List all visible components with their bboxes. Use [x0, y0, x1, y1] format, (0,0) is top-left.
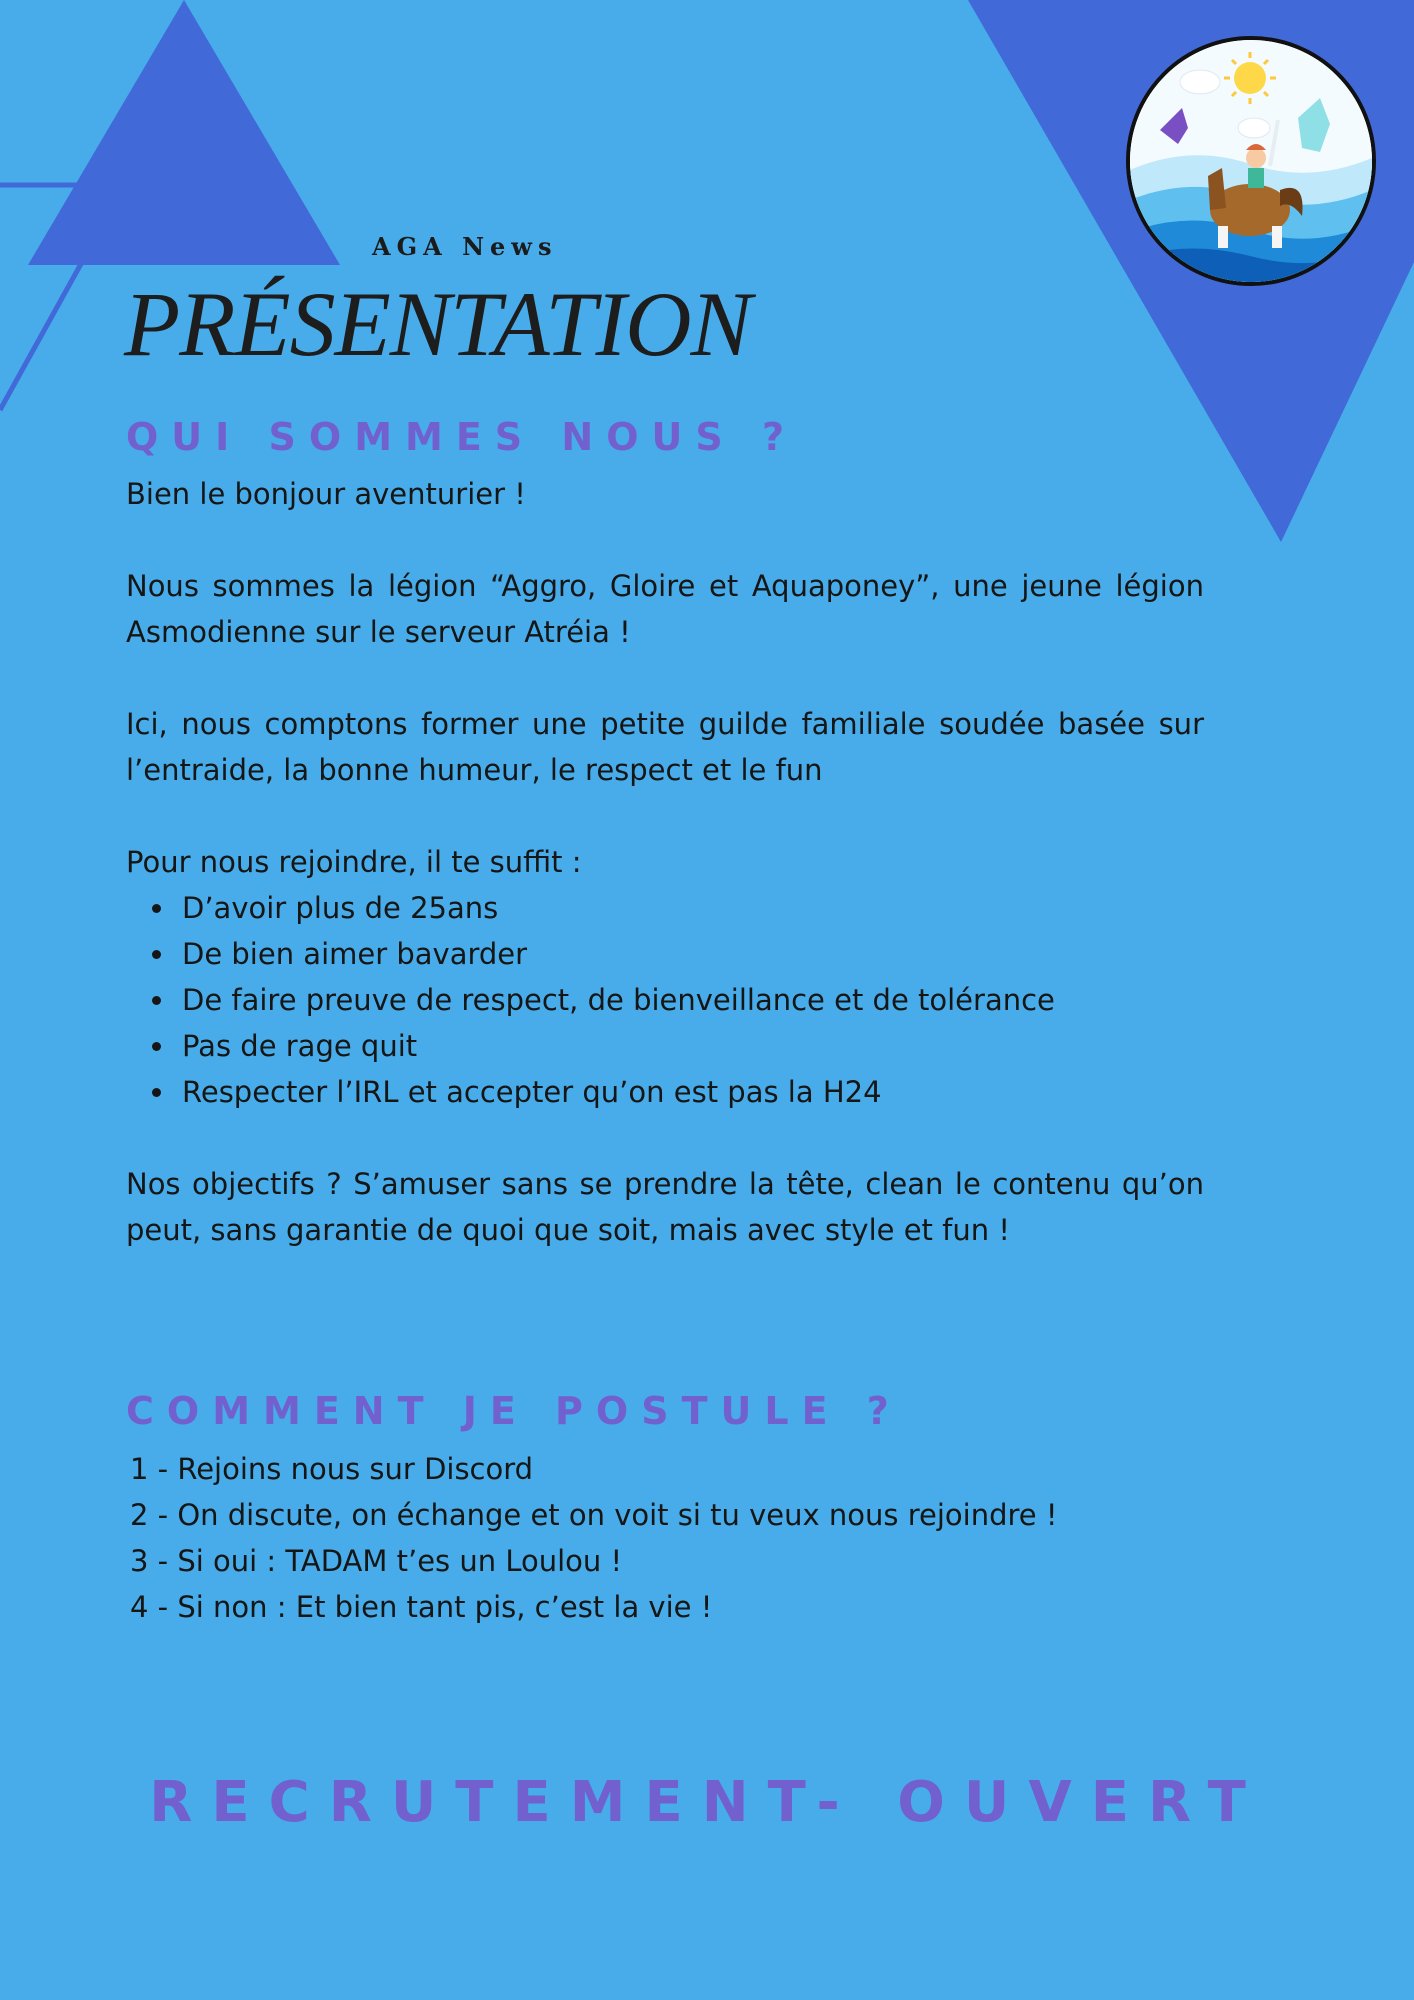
requirements-list	[126, 885, 1204, 1115]
page-title: PRÉSENTATION	[124, 273, 751, 375]
list-item: De bien aimer bavarder	[182, 931, 1204, 977]
objectives-paragraph: Nos objectifs ? S’amuser sans se prendre la tête, clean le contenu qu’on peut, sans garantie de quoi que soit, mais avec style et fun !	[126, 1167, 1204, 1247]
top-left-triangle	[28, 0, 340, 265]
decorative-line-diagonal	[0, 262, 82, 410]
publication-kicker: AGA News	[372, 232, 558, 261]
greeting-text: Bien le bonjour aventurier !	[126, 477, 526, 511]
apply-steps-list	[130, 1446, 1057, 1630]
intro-paragraph: Nous sommes la légion “Aggro, Gloire et Aquaponey”, une jeune légion Asmodienne sur le serveur Atréia !	[126, 569, 1204, 649]
list-item: Respecter l’IRL et accepter qu’on est pas la H24	[182, 1069, 1204, 1115]
section-who-body	[126, 471, 1204, 1253]
join-lead-text: Pour nous rejoindre, il te suffit :	[126, 845, 582, 879]
recruitment-banner: RECRUTEMENT- OUVERT	[149, 1770, 1265, 1835]
list-item: 4 - Si non : Et bien tant pis, c’est la vie !	[130, 1590, 713, 1624]
section-heading-who: QUI SOMMES NOUS ?	[126, 415, 797, 459]
guild-logo	[1126, 36, 1376, 286]
mission-paragraph: Ici, nous comptons former une petite guilde familiale soudée basée sur l’entraide, la bonne humeur, le respect et le fun	[126, 707, 1204, 787]
section-heading-apply: COMMENT JE POSTULE ?	[126, 1389, 902, 1433]
list-item: De faire preuve de respect, de bienveillance et de tolérance	[182, 977, 1204, 1023]
list-item: 2 - On discute, on échange et on voit si tu veux nous rejoindre !	[130, 1498, 1058, 1532]
list-item: 3 - Si oui : TADAM t’es un Loulou !	[130, 1544, 623, 1578]
list-item: 1 - Rejoins nous sur Discord	[130, 1452, 534, 1486]
list-item: D’avoir plus de 25ans	[182, 885, 1204, 931]
list-item: Pas de rage quit	[182, 1023, 1204, 1069]
guild-logo-icon	[1130, 40, 1372, 282]
